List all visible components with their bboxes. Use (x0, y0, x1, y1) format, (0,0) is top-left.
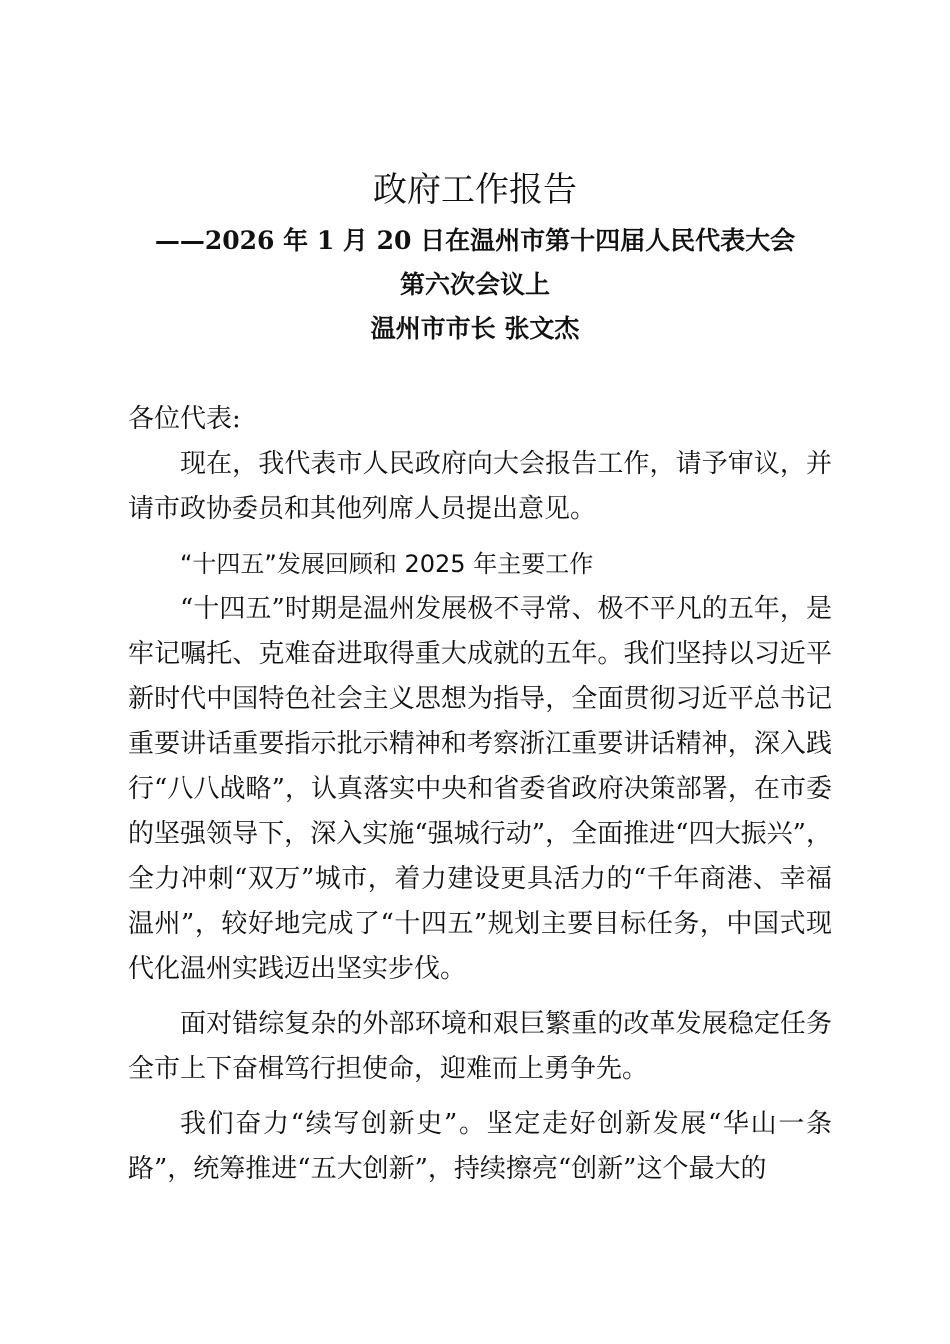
subtitle-session-line: 第六次会议上 (399, 270, 550, 299)
body-paragraph: 我们奋力“续写创新史”。坚定走好创新发展“华山一条路”，统筹推进“五大创新”，持续擦亮“创新”这个最大的 (128, 1109, 832, 1184)
body-paragraph: 现在，我代表市人民政府向大会报告工作，请予审议，并请市政协委员和其他列席人员提出意见。 (128, 449, 832, 524)
subtitle-author-line: 温州市市长 张文杰 (370, 314, 580, 343)
document-title: 政府工作报告 (373, 170, 577, 210)
body-paragraph: “十四五”时期是温州发展极不寻常、极不平凡的五年，是牢记嘱托、克难奋进取得重大成就的五年。我们坚持以习近平新时代中国特色社会主义思想为指导，全面贯彻习近平总书记重要讲话重要指示批示精神和考察浙江重要讲话精神，深入践行“八八战略”，认真落实中央和省委省政府决策部署，在市委的坚强领导下，深入实施“强城行动”，全面推进“四大振兴”，全力冲刺“双万”城市，着力建设更具活力的“千年商港、幸福温州”，较好地完成了“十四五”规划主要目标任务，中国式现代化温州实践迈出坚实步伐。 (128, 594, 832, 984)
document-body (128, 397, 832, 1192)
section-heading: “十四五”发展回顾和 2025 年主要工作 (180, 550, 594, 578)
salutation: 各位代表: (128, 404, 241, 434)
body-paragraph: 面对错综复杂的外部环境和艰巨繁重的改革发展稳定任务全市上下奋楫笃行担使命，迎难而上勇争先。 (128, 1009, 832, 1084)
subtitle-date-line: ——2026 年 1 月 20 日在温州市第十四届人民代表大会 (154, 226, 796, 255)
